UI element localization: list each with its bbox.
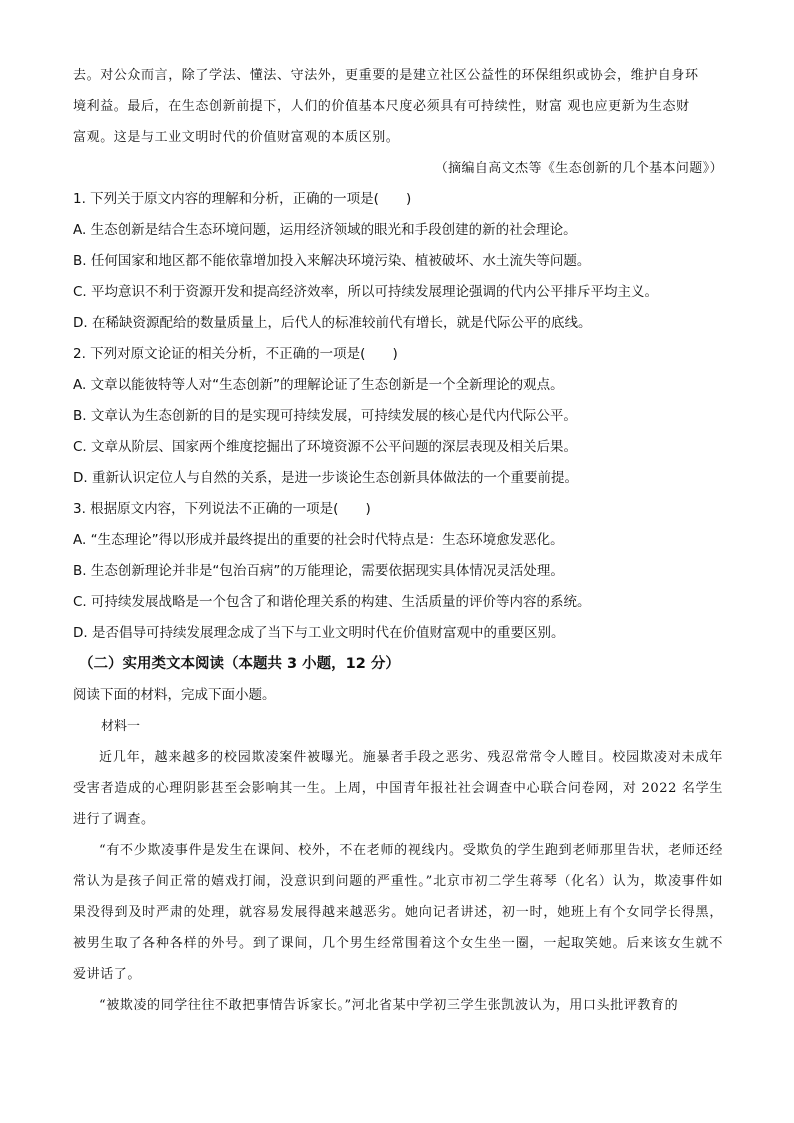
passage-line-2: 境利益。最后，在生态创新前提下，人们的价值基本尺度必须具有可持续性，财富 观也应更新为生态财	[73, 99, 690, 114]
passage-continuation	[73, 60, 723, 184]
section-heading: （二）实用类文本阅读（本题共 3 小题，12 分）	[79, 656, 400, 672]
option-d: D. 在稀缺资源配给的数量质量上，后代人的标准较前代有增长，就是代际公平的底线。	[73, 315, 592, 331]
document-page	[73, 60, 723, 1021]
material-paragraph-1: 近几年，越来越多的校园欺凌案件被曝光。施暴者手段之恶劣、残忍常常令人瞠目。校园欺凌对未成年受害者造成的心理阴影甚至会影响其一生。上周，中国青年报社社会调查中心联合问卷网，对 2022 名学生进行了调查。	[73, 750, 723, 827]
option-a: A. “生态理论”得以形成并最终提出的重要的社会时代特点是：生态环境愈发恶化。	[73, 532, 564, 548]
option-c: C. 平均意识不利于资源开发和提高经济效率，所以可持续发展理论强调的代内公平排斥平均主义。	[73, 284, 659, 300]
option-a: A. 生态创新是结合生态环境问题，运用经济领域的眼光和手段创建的新的社会理论。	[73, 222, 577, 238]
option-c: C. 文章从阶层、国家两个维度挖掘出了环境资源不公平问题的深层表现及相关后果。	[73, 439, 578, 455]
option-b: B. 文章认为生态创新的目的是实现可持续发展，可持续发展的核心是代内代际公平。	[73, 408, 577, 424]
question-stem: 1. 下列关于原文内容的理解和分析，正确的一项是( )	[73, 191, 412, 207]
question-1	[73, 184, 723, 339]
section-instruction: 阅读下面的材料，完成下面小题。	[73, 687, 276, 703]
option-d: D. 重新认识定位人与自然的关系，是进一步谈论生态创新具体做法的一个重要前提。	[73, 470, 578, 486]
question-2	[73, 339, 723, 494]
material-label: 材料一	[101, 719, 141, 734]
question-stem: 3. 根据原文内容，下列说法不正确的一项是( )	[73, 501, 371, 517]
material-paragraph-2: “有不少欺凌事件是发生在课间、校外，不在老师的视线内。受欺负的学生跑到老师那里告状，老师还经常认为是孩子间正常的嬉戏打闹，没意识到问题的严重性。”北京市初二学生蒋琴（化名）认为，欺凌事件如果没得到及时严肃的处理，就容易发展得越来越恶劣。她向记者讲述，初一时，她班上有个女同学长得黑，被男生取了各种各样的外号。到了课间，几个男生经常围着这个女生坐一圈，一起取笑她。后来该女生就不爱讲话了。	[73, 843, 723, 982]
section-2	[73, 649, 723, 1021]
question-stem: 2. 下列对原文论证的相关分析，不正确的一项是( )	[73, 346, 398, 362]
question-3	[73, 494, 723, 649]
passage-line-3: 富观。这是与工业文明时代的价值财富观的本质区别。	[73, 130, 400, 145]
option-b: B. 任何国家和地区都不能依靠增加投入来解决环境污染、植被破坏、水土流失等问题。	[73, 253, 591, 269]
option-c: C. 可持续发展战略是一个包含了和谐伦理关系的构建、生活质量的评价等内容的系统。	[73, 594, 591, 610]
passage-line-1: 去。对公众而言，除了学法、懂法、守法外，更重要的是建立社区公益性的环保组织或协会，维护自身环	[73, 68, 699, 83]
passage-source: （摘编自高文杰等《生态创新的几个基本问题》）	[434, 161, 723, 176]
option-a: A. 文章以能彼特等人对“生态创新”的理解论证了生态创新是一个全新理论的观点。	[73, 377, 564, 393]
option-d: D. 是否倡导可持续发展理念成了当下与工业文明时代在价值财富观中的重要区别。	[73, 625, 565, 641]
material-paragraph-3: “被欺凌的同学往往不敢把事情告诉家长。”河北省某中学初三学生张凯波认为，用口头批评教育的	[99, 998, 679, 1013]
option-b: B. 生态创新理论并非是“包治百病”的万能理论，需要依据现实具体情况灵活处理。	[73, 563, 564, 579]
